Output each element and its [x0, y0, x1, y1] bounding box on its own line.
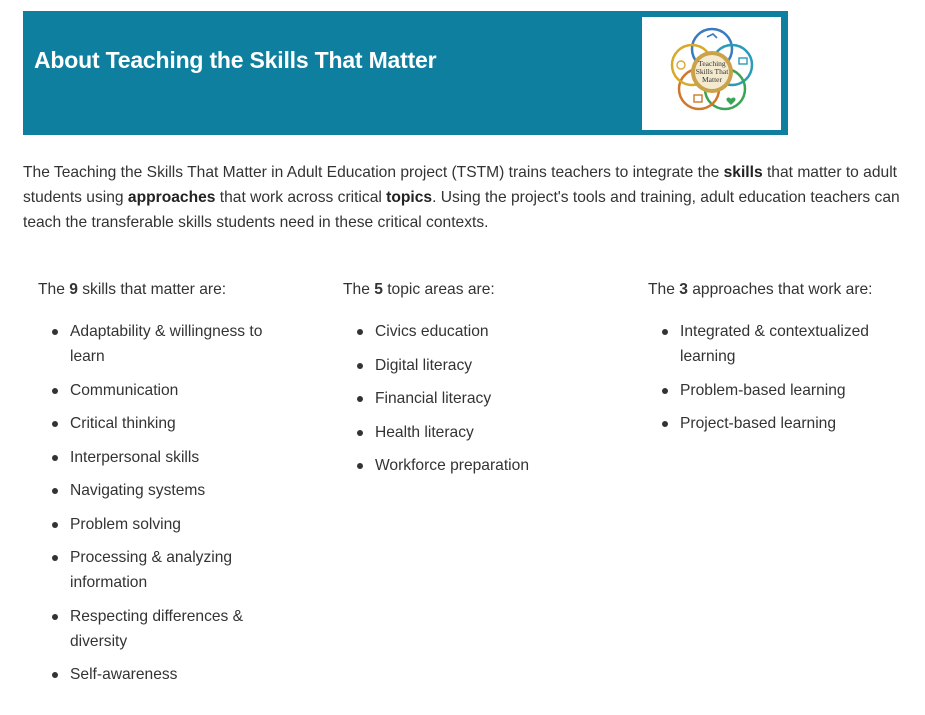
approaches-list [648, 319, 918, 436]
page-title: About Teaching the Skills That Matter [34, 47, 437, 73]
list-item: Problem-based learning [648, 378, 895, 403]
tstm-logo-graphic [669, 27, 755, 119]
list-item: Communication [38, 378, 280, 403]
list-item: Digital literacy [343, 353, 613, 378]
arrow-icon [707, 34, 717, 38]
list-item: Respecting differences & diversity [38, 604, 280, 654]
list-item: Workforce preparation [343, 453, 613, 478]
list-item: Integrated & contextualized learning [648, 319, 895, 369]
approaches-column [648, 278, 918, 445]
list-item: Civics education [343, 319, 613, 344]
topics-list [343, 319, 613, 478]
list-item: Health literacy [343, 420, 613, 445]
building-icon [694, 95, 702, 102]
list-item: Processing & analyzing information [38, 545, 280, 595]
skills-list [38, 319, 308, 687]
skills-heading: The 9 skills that matter are: [38, 281, 227, 298]
list-item: Critical thinking [38, 411, 280, 436]
list-item: Navigating systems [38, 478, 280, 503]
topics-column [343, 278, 613, 487]
screen-icon [739, 58, 747, 64]
logo-text-line-2: Skills That [695, 67, 729, 76]
list-item: Project-based learning [648, 411, 895, 436]
list-item: Problem solving [38, 512, 280, 537]
page-banner [23, 11, 788, 135]
skills-column [38, 278, 308, 696]
intro-paragraph: The Teaching the Skills That Matter in Adult Education project (TSTM) trains teachers to integrate the skills that matter to adult students using approaches that work across critical topics. Using the project's tools and training, adult education teachers can teach the transferable skills students need in these critical contexts. [23, 164, 900, 231]
tstm-logo [642, 17, 781, 130]
heart-icon [726, 98, 735, 105]
list-item: Financial literacy [343, 386, 613, 411]
logo-text-line-1: Teaching [698, 59, 726, 68]
list-item: Interpersonal skills [38, 445, 280, 470]
gear-icon [677, 61, 685, 69]
list-item: Self-awareness [38, 662, 280, 687]
topics-heading: The 5 topic areas are: [343, 281, 495, 298]
logo-text-line-3: Matter [702, 75, 722, 84]
approaches-heading: The 3 approaches that work are: [648, 281, 873, 298]
list-item: Adaptability & willingness to learn [38, 319, 280, 369]
